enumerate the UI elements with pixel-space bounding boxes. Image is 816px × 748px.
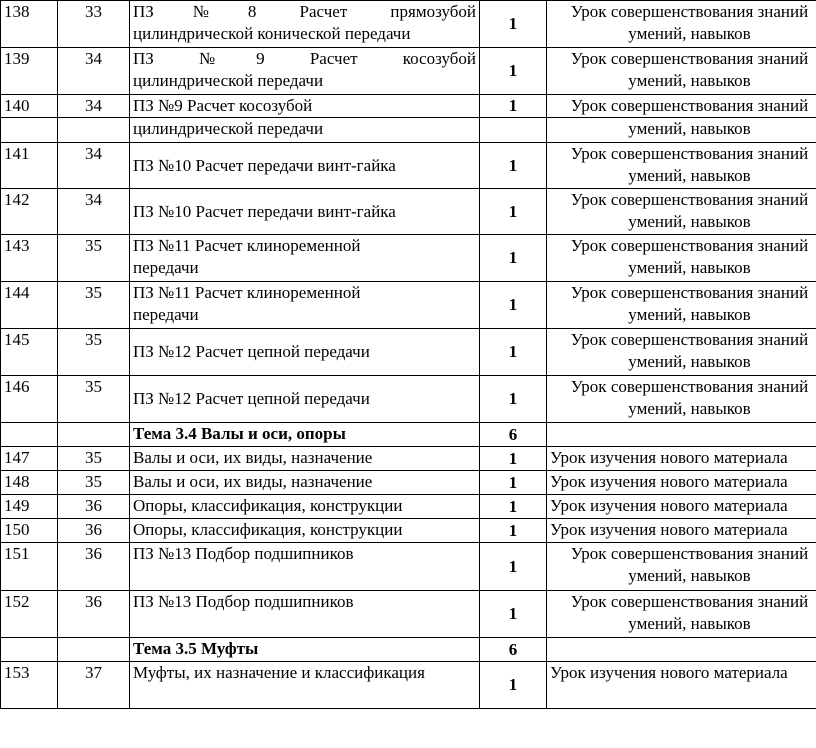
topic-line: цилиндрической конической передачи: [133, 24, 411, 43]
hours: 1: [480, 95, 547, 118]
lesson-type: [547, 329, 816, 376]
lesson-number: 153: [1, 662, 58, 709]
lesson-type-line: умений, навыков: [628, 614, 751, 633]
lesson-type: [547, 282, 816, 329]
lesson-type-line: умений, навыков: [628, 24, 751, 43]
lesson-type-line: Урок совершенствования знаний: [570, 190, 809, 209]
hours: 1: [480, 662, 547, 709]
hours: 1: [480, 543, 547, 591]
lesson-topic: ПЗ №13 Подбор подшипников: [130, 543, 480, 591]
lesson-topic: ПЗ №12 Расчет цепной передачи: [130, 376, 480, 423]
week-number: 33: [58, 1, 130, 48]
lesson-number: 141: [1, 143, 58, 189]
week-number: 34: [58, 189, 130, 235]
hours: 1: [480, 189, 547, 235]
lesson-number: 142: [1, 189, 58, 235]
topic-line: ПЗ №11 Расчет клиноременной: [133, 236, 361, 255]
table-row: [1, 282, 816, 329]
lesson-topic: ПЗ №10 Расчет передачи винт-гайка: [130, 143, 480, 189]
lesson-number: 148: [1, 471, 58, 495]
table-row: [1, 376, 816, 423]
section-hours: 6: [480, 638, 547, 662]
week-number: 35: [58, 376, 130, 423]
table-row: [1, 235, 816, 282]
lesson-type-line: умений, навыков: [628, 399, 751, 418]
section-row: [1, 423, 816, 447]
lesson-number: 146: [1, 376, 58, 423]
lesson-topic: цилиндрической передачи: [130, 118, 480, 143]
table-row: [1, 329, 816, 376]
lesson-type: [547, 48, 816, 95]
table-row: [1, 95, 816, 118]
lesson-number: 149: [1, 495, 58, 519]
lesson-topic: Муфты, их назначение и классификация: [130, 662, 480, 709]
table-row: [1, 447, 816, 471]
lesson-topic: Опоры, классификация, конструкции: [130, 519, 480, 543]
lesson-topic: Опоры, классификация, конструкции: [130, 495, 480, 519]
lesson-topic: [130, 1, 480, 48]
lesson-type-line: Урок совершенствования знаний: [570, 283, 809, 302]
hours: [480, 118, 547, 143]
lesson-type-line: умений, навыков: [628, 212, 751, 231]
lesson-type-line: умений, навыков: [628, 305, 751, 324]
lesson-type: [547, 638, 816, 662]
table-row: [1, 189, 816, 235]
hours: 1: [480, 519, 547, 543]
week-number: 36: [58, 591, 130, 638]
lesson-number: [1, 118, 58, 143]
topic-line: цилиндрической передачи: [133, 71, 324, 90]
week-number: 35: [58, 447, 130, 471]
lesson-number: 152: [1, 591, 58, 638]
week-number: [58, 638, 130, 662]
topic-line: передачи: [133, 258, 199, 277]
table-row: [1, 591, 816, 638]
lesson-number: 147: [1, 447, 58, 471]
lesson-type: [547, 543, 816, 591]
lesson-topic: [130, 282, 480, 329]
hours: 1: [480, 235, 547, 282]
lesson-number: 140: [1, 95, 58, 118]
week-number: 37: [58, 662, 130, 709]
lesson-topic: Валы и оси, их виды, назначение: [130, 471, 480, 495]
lesson-type-line: Урок совершенствования знаний: [570, 377, 809, 396]
week-number: [58, 423, 130, 447]
lesson-type-line: Урок совершенствования знаний: [570, 544, 809, 563]
lesson-type: Урок изучения нового материала: [547, 662, 816, 709]
week-number: 34: [58, 48, 130, 95]
week-number: 35: [58, 282, 130, 329]
lesson-type: умений, навыков: [547, 118, 816, 143]
lesson-type: Урок совершенствования знаний: [547, 95, 816, 118]
lesson-type: Урок изучения нового материала: [547, 519, 816, 543]
lesson-number: 150: [1, 519, 58, 543]
lesson-type-line: Урок совершенствования знаний: [570, 49, 809, 68]
lesson-topic: [130, 48, 480, 95]
lesson-number: 143: [1, 235, 58, 282]
week-number: 36: [58, 519, 130, 543]
week-number: 35: [58, 471, 130, 495]
week-number: 34: [58, 95, 130, 118]
week-number: 35: [58, 235, 130, 282]
lesson-type-line: Урок совершенствования знаний: [570, 236, 809, 255]
topic-line: ПЗ№8 Расчет прямозубой: [133, 2, 476, 21]
lesson-type: [547, 143, 816, 189]
hours: 1: [480, 471, 547, 495]
lesson-topic: [130, 235, 480, 282]
week-number: [58, 118, 130, 143]
lesson-type: Урок изучения нового материала: [547, 447, 816, 471]
lesson-type-line: Урок совершенствования знаний: [570, 2, 809, 21]
table-row: [1, 519, 816, 543]
table-row: [1, 662, 816, 709]
hours: 1: [480, 282, 547, 329]
table-row: [1, 143, 816, 189]
table-row: [1, 471, 816, 495]
topic-line: ПЗ №9 Расчет косозубой: [133, 49, 476, 68]
hours: 1: [480, 495, 547, 519]
lesson-type: [547, 189, 816, 235]
week-number: 34: [58, 143, 130, 189]
table-row: [1, 118, 816, 143]
lesson-number: 145: [1, 329, 58, 376]
section-row: [1, 638, 816, 662]
lesson-type: [547, 423, 816, 447]
week-number: 36: [58, 495, 130, 519]
hours: 1: [480, 376, 547, 423]
lesson-topic: ПЗ №12 Расчет цепной передачи: [130, 329, 480, 376]
lesson-number: [1, 423, 58, 447]
hours: 1: [480, 1, 547, 48]
lesson-topic: ПЗ №9 Расчет косозубой: [130, 95, 480, 118]
lesson-number: 139: [1, 48, 58, 95]
hours: 1: [480, 143, 547, 189]
lesson-number: 138: [1, 1, 58, 48]
table-row: [1, 48, 816, 95]
lesson-type-line: Урок совершенствования знаний: [570, 144, 809, 163]
lesson-type: Урок изучения нового материала: [547, 495, 816, 519]
lesson-type-line: умений, навыков: [628, 166, 751, 185]
topic-line: ПЗ №11 Расчет клиноременной: [133, 283, 361, 302]
section-title: Тема 3.4 Валы и оси, опоры: [130, 423, 480, 447]
lesson-topic: Валы и оси, их виды, назначение: [130, 447, 480, 471]
hours: 1: [480, 48, 547, 95]
lesson-type-line: умений, навыков: [628, 352, 751, 371]
lesson-type: [547, 591, 816, 638]
table-row: [1, 495, 816, 519]
lesson-type: [547, 235, 816, 282]
week-number: 36: [58, 543, 130, 591]
lesson-number: 144: [1, 282, 58, 329]
table-row: [1, 543, 816, 591]
lesson-number: 151: [1, 543, 58, 591]
lesson-type-line: Урок совершенствования знаний: [570, 330, 809, 349]
week-number: 35: [58, 329, 130, 376]
hours: 1: [480, 591, 547, 638]
lesson-type-line: умений, навыков: [628, 566, 751, 585]
lesson-type: [547, 1, 816, 48]
hours: 1: [480, 329, 547, 376]
lesson-number: [1, 638, 58, 662]
topic-line: передачи: [133, 305, 199, 324]
lesson-topic: ПЗ №10 Расчет передачи винт-гайка: [130, 189, 480, 235]
lesson-type-line: Урок совершенствования знаний: [570, 592, 809, 611]
lesson-type: [547, 376, 816, 423]
lesson-type-line: умений, навыков: [628, 71, 751, 90]
table-row: [1, 1, 816, 48]
lesson-type-line: умений, навыков: [628, 258, 751, 277]
lesson-topic: ПЗ №13 Подбор подшипников: [130, 591, 480, 638]
section-title: Тема 3.5 Муфты: [130, 638, 480, 662]
section-hours: 6: [480, 423, 547, 447]
hours: 1: [480, 447, 547, 471]
lesson-type: Урок изучения нового материала: [547, 471, 816, 495]
